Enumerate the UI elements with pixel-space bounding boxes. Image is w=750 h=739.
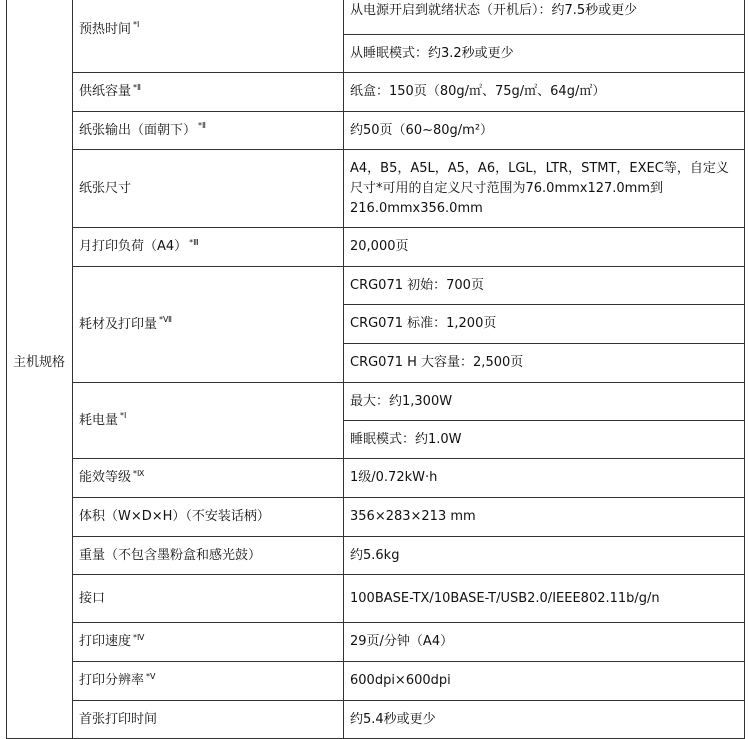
footnote-mark: *Ⅲ	[189, 237, 199, 247]
row-value: 睡眠模式：约1.0W	[344, 421, 745, 459]
row-value: 356×283×213 mm	[344, 498, 745, 537]
row-value: CRG071 H 大容量：2,500页	[344, 344, 745, 383]
row-value: 29页/分钟（A4）	[344, 623, 745, 662]
footnote-mark: *Ⅱ	[133, 82, 141, 92]
footnote-mark: *Ⅶ	[159, 315, 172, 325]
table-row	[7, 537, 745, 575]
row-label: 供纸容量 $^{*Ⅱ}$	[73, 73, 344, 112]
row-label: 体积（W×D×H）（不安装话柄）	[73, 498, 344, 537]
table-row	[7, 73, 745, 112]
row-label: 纸张尺寸	[73, 150, 344, 228]
row-value: A4，B5，A5L，A5，A6，LGL，LTR，STMT，EXEC等，自定义尺寸*可用的自定义尺寸范围为76.0mmx127.0mm到216.0mmx356.0mm	[344, 150, 745, 228]
row-value: 从睡眠模式：约3.2秒或更少	[344, 35, 745, 73]
row-value: CRG071 标准：1,200页	[344, 305, 745, 344]
table-row	[7, 383, 745, 421]
row-value: 1级/0.72kW·h	[344, 459, 745, 498]
row-label: 接口	[73, 575, 344, 623]
row-label: 打印分辨率 $^{*Ⅴ}$	[73, 662, 344, 701]
row-value: 从电源开启到就绪状态（开机后）：约7.5秒或更少	[344, 0, 745, 35]
table-row	[7, 459, 745, 498]
row-label: 重量（不包含墨粉盒和感光鼓）	[73, 537, 344, 575]
table-row	[7, 575, 745, 623]
row-value: 约5.6kg	[344, 537, 745, 575]
table-row	[7, 623, 745, 662]
row-value: 20,000页	[344, 228, 745, 267]
footnote-mark: *Ⅸ	[133, 468, 145, 478]
table-row	[7, 498, 745, 537]
row-label: 耗材及打印量 $^{*Ⅶ}$	[73, 267, 344, 383]
table-row	[7, 267, 745, 305]
row-label: 耗电量 $^{*Ⅰ}$	[73, 383, 344, 459]
row-label: 首张打印时间	[73, 701, 344, 739]
row-value: 100BASE-TX/10BASE-T/USB2.0/IEEE802.11b/g/n	[344, 575, 745, 623]
table-row	[7, 112, 745, 150]
row-value: 最大：约1,300W	[344, 383, 745, 421]
footnote-mark: *Ⅰ	[120, 411, 127, 421]
table-row	[7, 701, 745, 739]
row-value: CRG071 初始：700页	[344, 267, 745, 305]
spec-table	[6, 0, 745, 739]
table-row	[7, 228, 745, 267]
row-label: 纸张输出（面朝下） $^{*Ⅱ}$	[73, 112, 344, 150]
row-value: 约50页（60~80g/m²）	[344, 112, 745, 150]
row-label: 打印速度 $^{*Ⅳ}$	[73, 623, 344, 662]
table-row	[7, 662, 745, 701]
row-label: 能效等级 $^{*Ⅸ}$	[73, 459, 344, 498]
row-label: 月打印负荷（A4） $^{*Ⅲ}$	[73, 228, 344, 267]
table-row	[7, 0, 745, 35]
row-label: 预热时间 $^{*Ⅰ}$	[73, 0, 344, 73]
footnote-mark: *Ⅱ	[198, 121, 206, 131]
footnote-mark: *Ⅰ	[133, 20, 140, 30]
footnote-mark: *Ⅴ	[146, 671, 156, 681]
table-row	[7, 150, 745, 228]
footnote-mark: *Ⅳ	[133, 632, 145, 642]
row-value: 约5.4秒或更少	[344, 701, 745, 739]
row-value: 600dpi×600dpi	[344, 662, 745, 701]
group-label-main-spec: 主机规格	[7, 0, 73, 739]
row-value: 纸盒：150页（80g/㎡、75g/㎡、64g/㎡）	[344, 73, 745, 112]
